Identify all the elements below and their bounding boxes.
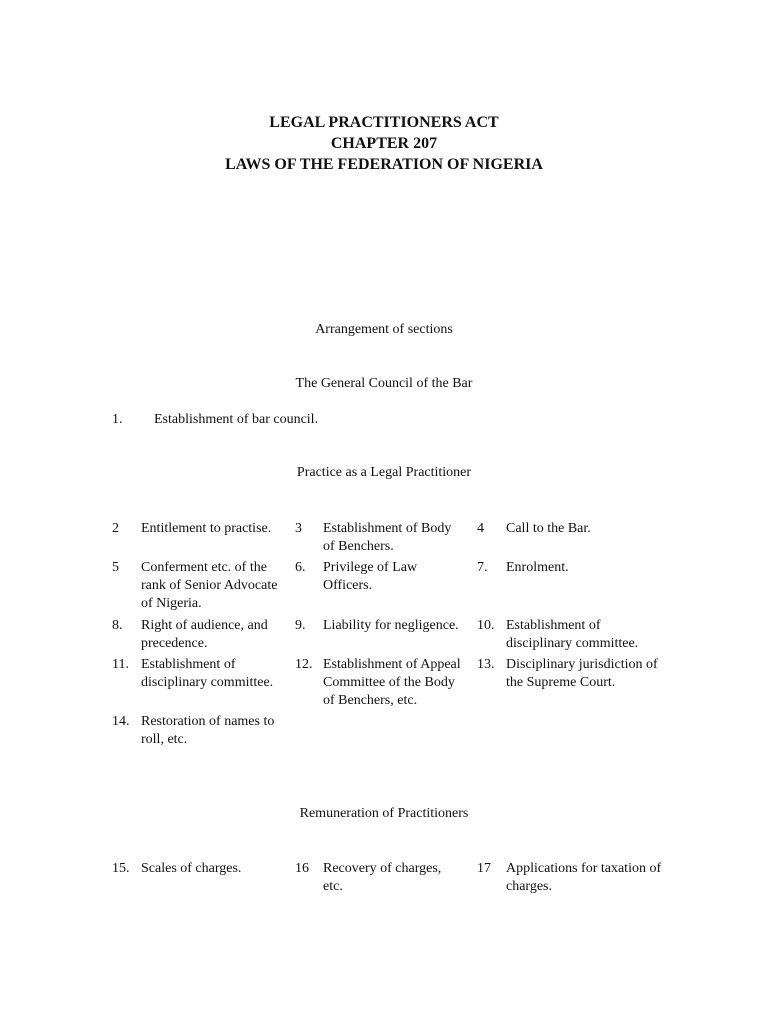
arrangement-heading: Arrangement of sections [315,322,453,337]
section-title-16: Recovery of charges, etc. [323,861,442,894]
title-chapter: CHAPTER 207 [330,135,438,152]
section-number-8: 8. [112,618,123,633]
section-title-13: Disciplinary jurisdiction of the Supreme Court. [506,657,658,690]
section-number-1: 1. [112,412,123,427]
section-title-10: Establishment of disciplinary committee. [506,618,639,651]
section-number-7: 7. [477,560,488,575]
section-title-8: Right of audience, and precedence. [141,618,268,651]
section-number-11: 11. [112,657,129,672]
section-title-5: Conferment etc. of the rank of Senior Advocate of Nigeria. [141,560,278,611]
section-number-13: 13. [477,657,495,672]
part-heading-general-council: The General Council of the Bar [295,376,473,391]
section-title-17: Applications for taxation of charges. [506,861,662,894]
section-number-10: 10. [477,618,495,633]
section-title-4: Call to the Bar. [506,521,591,536]
section-title-7: Enrolment. [506,560,569,575]
section-title-12: Establishment of Appeal Committee of the Body of Benchers, etc. [323,657,461,708]
section-title-6: Privilege of Law Officers. [323,560,418,593]
section-number-2: 2 [112,521,119,536]
section-number-15: 15. [112,861,130,876]
section-title-15: Scales of charges. [141,861,242,876]
section-number-12: 12. [295,657,313,672]
section-number-16: 16 [295,861,309,876]
section-title-9: Liability for negligence. [323,618,459,633]
part-heading-practice: Practice as a Legal Practitioner [296,465,472,480]
section-title-14: Restoration of names to roll, etc. [141,714,275,747]
document-title [0,112,768,175]
section-number-9: 9. [295,618,306,633]
section-title-1: Establishment of bar council. [154,412,319,427]
section-title-3: Establishment of Body of Benchers. [323,521,452,554]
section-number-6: 6. [295,560,306,575]
section-number-14: 14. [112,714,130,729]
section-number-4: 4 [477,521,484,536]
section-title-2: Entitlement to practise. [141,521,272,536]
section-number-5: 5 [112,560,119,575]
section-title-11: Establishment of disciplinary committee. [141,657,274,690]
title-laws: LAWS OF THE FEDERATION OF NIGERIA [225,156,543,173]
section-number-17: 17 [477,861,491,876]
title-act-name: LEGAL PRACTITIONERS ACT [269,114,499,131]
part-heading-remuneration: Remuneration of Practitioners [299,806,469,821]
section-number-3: 3 [295,521,302,536]
